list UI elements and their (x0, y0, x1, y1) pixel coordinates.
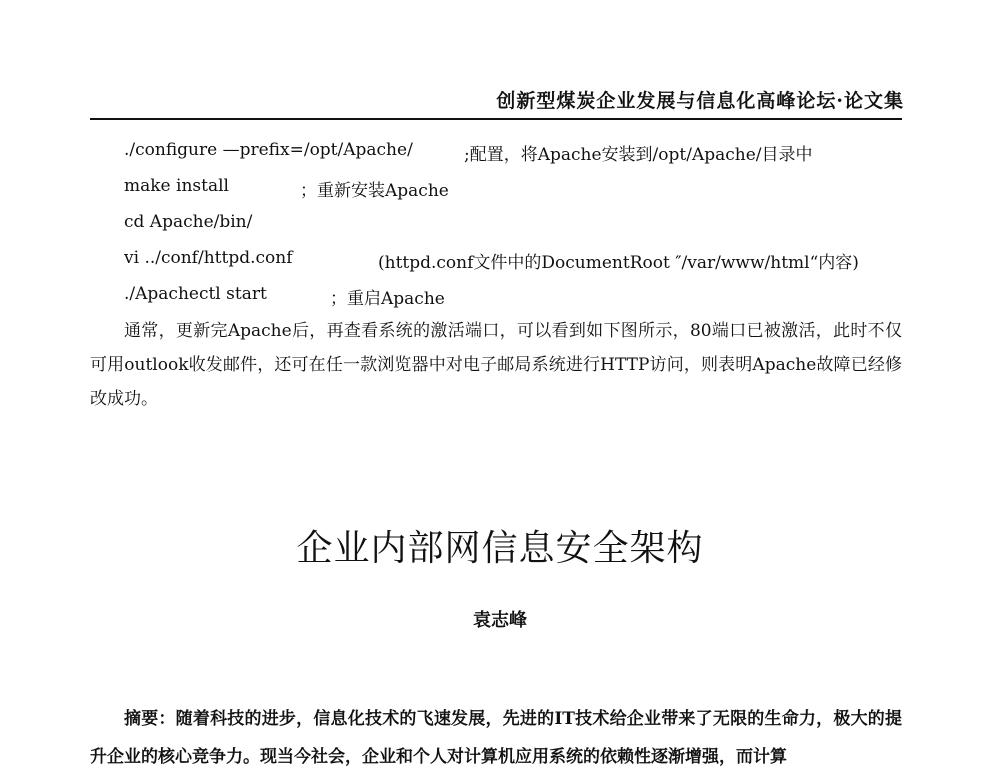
abstract-text: 摘要：随着科技的进步，信息化技术的飞速发展，先进的IT技术给企业带来了无限的生命力，极大的提升企业的核心竞争力。现当今社会，企业和个人对计算机应用系统的依赖性逐渐增强，而计算 (90, 709, 902, 767)
command-text: cd Apache/bin/ (124, 212, 253, 232)
command-text: vi ../conf/httpd.conf (124, 248, 293, 268)
header-rule (90, 118, 902, 120)
command-text: ./Apachectl start (124, 284, 267, 304)
command-text: ./configure —prefix=/opt/Apache/ (124, 140, 413, 160)
body-paragraph (90, 314, 902, 416)
command-note: (httpd.conf文件中的DocumentRoot ″/var/www/html“内容) (378, 253, 859, 273)
running-header: 创新型煤炭企业发展与信息化高峰论坛·论文集 (496, 90, 904, 112)
command-text: make install (124, 176, 229, 196)
abstract (90, 700, 902, 776)
command-note: ;配置，将Apache安装到/opt/Apache/目录中 (464, 145, 813, 165)
command-note: ；重启Apache (330, 289, 445, 309)
command-note: ；重新安装Apache (300, 181, 449, 201)
article-title: 企业内部网信息安全架构 (296, 528, 704, 569)
article-author: 袁志峰 (473, 610, 527, 631)
paragraph-text: 通常，更新完Apache后，再查看系统的激活端口，可以看到如下图所示，80端口已被激活，此时不仅可用outlook收发邮件，还可在任一款浏览器中对电子邮局系统进行HTTP访问，则表明Apache故障已经修改成功。 (90, 321, 902, 409)
